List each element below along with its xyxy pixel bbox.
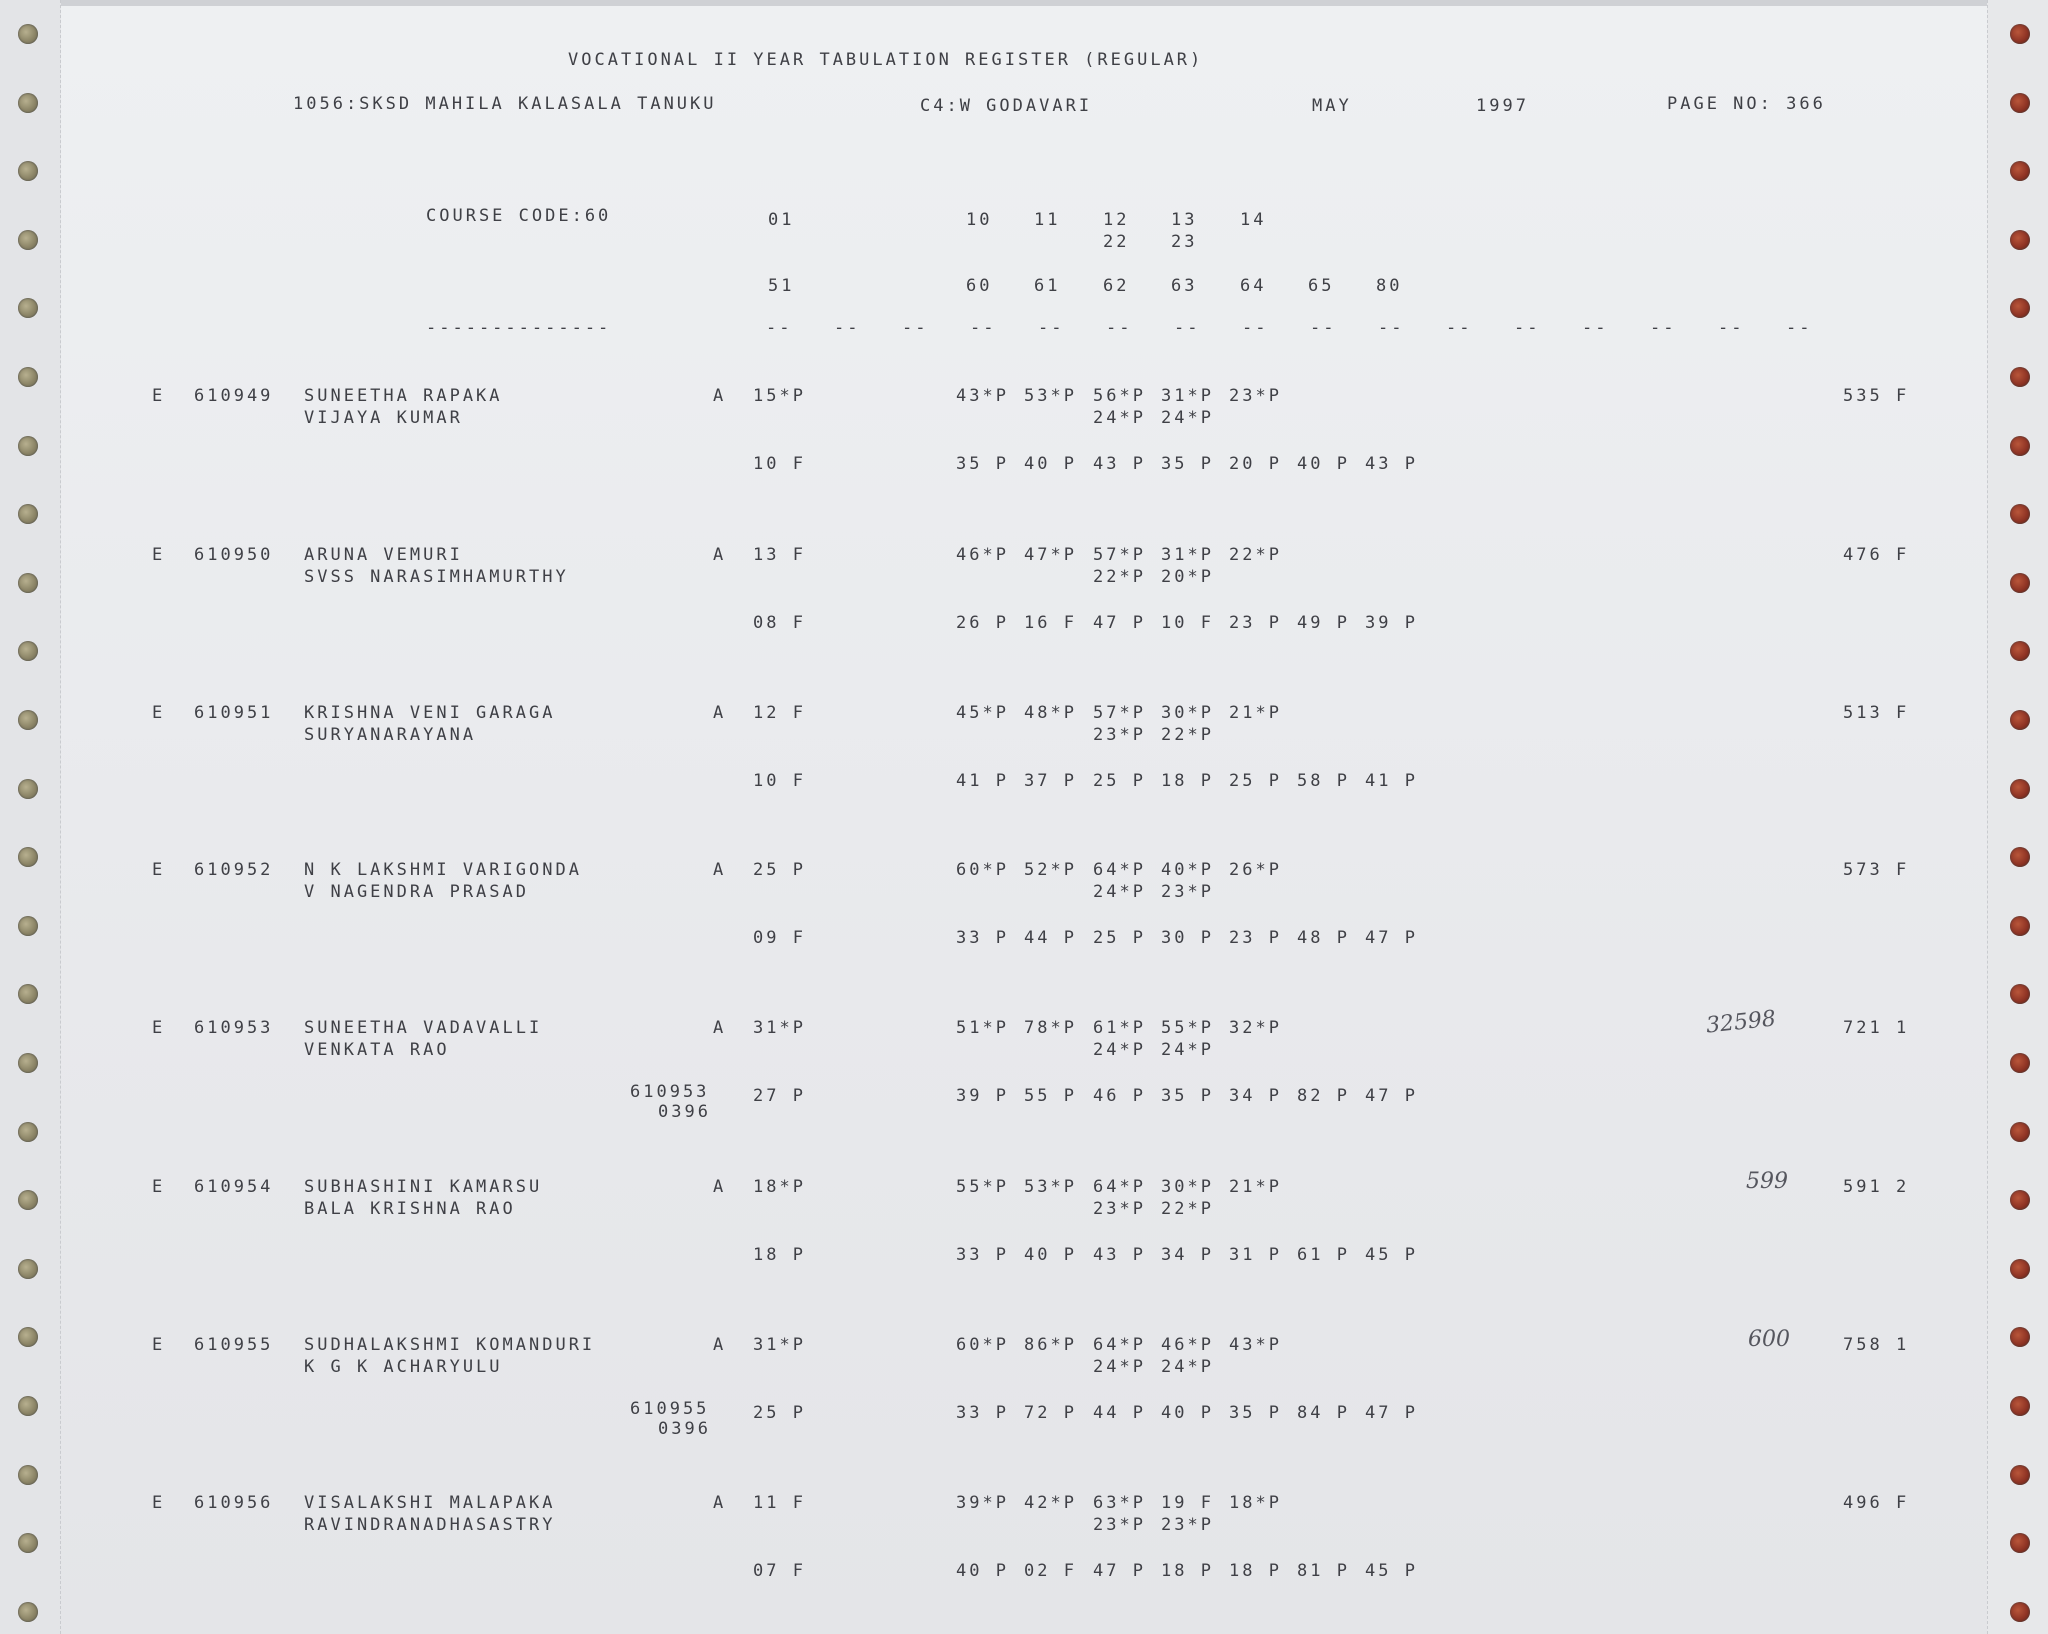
grand-total: 513 F: [1843, 703, 1910, 723]
mark-second-year: 55*P: [956, 1177, 1009, 1197]
mark-second-year: 30*P: [1161, 703, 1214, 723]
column-code: 10: [966, 210, 993, 230]
mark-first-year: 47 P: [1365, 1086, 1418, 1106]
father-name: SURYANARAYANA: [304, 725, 477, 745]
grade-code: A: [713, 1493, 727, 1513]
hall-ticket-number: 610955: [194, 1335, 274, 1355]
mark-second-year: 53*P: [1024, 1177, 1077, 1197]
mark-first-year: 31 P: [1229, 1245, 1282, 1265]
mark-first-year: 18 P: [1229, 1561, 1282, 1581]
mark-51: 27 P: [753, 1086, 806, 1106]
mark-second-year: 40*P: [1161, 860, 1214, 880]
sprocket-hole: [18, 367, 38, 387]
column-code: 01: [768, 210, 795, 230]
mark-second-year: 31*P: [1161, 545, 1214, 565]
register-title: VOCATIONAL II YEAR TABULATION REGISTER (REGULAR): [568, 50, 1204, 70]
mark-first-year: 35 P: [1161, 1086, 1214, 1106]
mark-first-year: 10 F: [1161, 613, 1214, 633]
hall-ticket-number: 610951: [194, 703, 274, 723]
sprocket-hole: [18, 1465, 38, 1485]
sprocket-hole: [2010, 1190, 2030, 1210]
mark-second-year: 21*P: [1229, 703, 1282, 723]
grade-code: A: [713, 703, 727, 723]
mark-second-year: 43*P: [1229, 1335, 1282, 1355]
mark-second-year: 63*P: [1093, 1493, 1146, 1513]
mark-01: 15*P: [753, 386, 806, 406]
mark-first-year: 47 P: [1093, 1561, 1146, 1581]
reference-number: 610953: [630, 1082, 710, 1102]
column-code: 65: [1308, 276, 1335, 296]
grade-code: A: [713, 545, 727, 565]
hall-ticket-number: 610953: [194, 1018, 274, 1038]
mark-second-year: 46*P: [956, 545, 1009, 565]
mark-second-year: 60*P: [956, 860, 1009, 880]
mark-second-year-part: 24*P: [1161, 408, 1214, 428]
column-code: 12: [1103, 210, 1130, 230]
mark-01: 18*P: [753, 1177, 806, 1197]
mark-first-year: 33 P: [956, 1245, 1009, 1265]
father-name: BALA KRISHNA RAO: [304, 1199, 516, 1219]
column-dash: --: [1514, 318, 1541, 338]
mark-first-year: 25 P: [1229, 771, 1282, 791]
mark-second-year: 78*P: [1024, 1018, 1077, 1038]
sprocket-hole: [18, 1396, 38, 1416]
mark-first-year: 41 P: [1365, 771, 1418, 791]
sprocket-hole: [2010, 984, 2030, 1004]
sprocket-hole: [2010, 1259, 2030, 1279]
mark-first-year: 43 P: [1093, 454, 1146, 474]
sprocket-hole: [2010, 1053, 2030, 1073]
mark-second-year-part: 22*P: [1161, 1199, 1214, 1219]
mark-first-year: 40 P: [1024, 1245, 1077, 1265]
mark-51: 08 F: [753, 613, 806, 633]
column-dash: --: [766, 318, 793, 338]
hall-ticket-number: 610950: [194, 545, 274, 565]
sprocket-hole: [2010, 641, 2030, 661]
mark-first-year: 45 P: [1365, 1245, 1418, 1265]
column-dash: --: [1650, 318, 1677, 338]
course-code: COURSE CODE:60: [426, 206, 612, 226]
exam-type: E: [152, 1493, 166, 1513]
mark-first-year: 72 P: [1024, 1403, 1077, 1423]
column-dash: --: [1446, 318, 1473, 338]
mark-second-year-part: 24*P: [1093, 1357, 1146, 1377]
mark-second-year: 18*P: [1229, 1493, 1282, 1513]
column-dash: --: [1378, 318, 1405, 338]
grand-total: 496 F: [1843, 1493, 1910, 1513]
father-name: SVSS NARASIMHAMURTHY: [304, 567, 569, 587]
student-name: N K LAKSHMI VARIGONDA: [304, 860, 582, 880]
column-code: 23: [1171, 232, 1198, 252]
column-dash: --: [1310, 318, 1337, 338]
sprocket-hole: [18, 436, 38, 456]
exam-year: 1997: [1476, 96, 1529, 116]
mark-second-year: 48*P: [1024, 703, 1077, 723]
exam-type: E: [152, 1335, 166, 1355]
mark-first-year: 58 P: [1297, 771, 1350, 791]
sprocket-hole: [2010, 161, 2030, 181]
sprocket-hole: [2010, 298, 2030, 318]
sprocket-hole: [18, 1602, 38, 1622]
mark-01: 13 F: [753, 545, 806, 565]
mark-51: 25 P: [753, 1403, 806, 1423]
column-code: 63: [1171, 276, 1198, 296]
mark-second-year: 45*P: [956, 703, 1009, 723]
grand-total: 476 F: [1843, 545, 1910, 565]
mark-second-year-part: 20*P: [1161, 567, 1214, 587]
mark-second-year: 57*P: [1093, 545, 1146, 565]
hall-ticket-number: 610954: [194, 1177, 274, 1197]
sprocket-hole: [18, 504, 38, 524]
father-name: V NAGENDRA PRASAD: [304, 882, 529, 902]
mark-second-year-part: 22*P: [1161, 725, 1214, 745]
mark-second-year: 43*P: [956, 386, 1009, 406]
district-name: C4:W GODAVARI: [920, 96, 1093, 116]
mark-second-year-part: 22*P: [1093, 567, 1146, 587]
mark-second-year: 23*P: [1229, 386, 1282, 406]
mark-second-year: 42*P: [1024, 1493, 1077, 1513]
mark-first-year: 34 P: [1161, 1245, 1214, 1265]
mark-second-year: 46*P: [1161, 1335, 1214, 1355]
mark-second-year: 56*P: [1093, 386, 1146, 406]
grade-code: A: [713, 1335, 727, 1355]
sprocket-hole: [18, 984, 38, 1004]
sprocket-hole: [18, 1190, 38, 1210]
exam-type: E: [152, 386, 166, 406]
mark-first-year: 35 P: [1161, 454, 1214, 474]
father-name: K G K ACHARYULU: [304, 1357, 503, 1377]
column-code: 60: [966, 276, 993, 296]
sprocket-hole: [18, 230, 38, 250]
mark-51: 10 F: [753, 771, 806, 791]
column-dash: --: [1106, 318, 1133, 338]
reference-number: 610955: [630, 1399, 710, 1419]
sprocket-hole: [2010, 916, 2030, 936]
mark-second-year: 61*P: [1093, 1018, 1146, 1038]
reference-code: 0396: [658, 1102, 711, 1122]
sprocket-hole: [18, 710, 38, 730]
column-dash: --: [1718, 318, 1745, 338]
student-name: ARUNA VEMURI: [304, 545, 463, 565]
mark-second-year: 32*P: [1229, 1018, 1282, 1038]
mark-second-year-part: 23*P: [1161, 882, 1214, 902]
mark-first-year: 44 P: [1093, 1403, 1146, 1423]
handwritten-note: 599: [1746, 1169, 1788, 1194]
column-code: 13: [1171, 210, 1198, 230]
sprocket-hole: [18, 1053, 38, 1073]
left-feed-strip: [0, 0, 61, 1634]
mark-first-year: 84 P: [1297, 1403, 1350, 1423]
hall-ticket-number: 610952: [194, 860, 274, 880]
column-code: 62: [1103, 276, 1130, 296]
column-code: 51: [768, 276, 795, 296]
mark-first-year: 45 P: [1365, 1561, 1418, 1581]
column-dash: --: [1786, 318, 1813, 338]
handwritten-note: 600: [1748, 1327, 1790, 1352]
mark-first-year: 26 P: [956, 613, 1009, 633]
mark-second-year: 26*P: [1229, 860, 1282, 880]
grade-code: A: [713, 860, 727, 880]
sprocket-hole: [18, 93, 38, 113]
mark-second-year: 86*P: [1024, 1335, 1077, 1355]
column-code: 11: [1034, 210, 1061, 230]
sprocket-hole: [2010, 1122, 2030, 1142]
mark-second-year: 22*P: [1229, 545, 1282, 565]
student-name: SUBHASHINI KAMARSU: [304, 1177, 543, 1197]
exam-type: E: [152, 860, 166, 880]
mark-first-year: 43 P: [1093, 1245, 1146, 1265]
mark-first-year: 33 P: [956, 1403, 1009, 1423]
grade-code: A: [713, 386, 727, 406]
mark-first-year: 81 P: [1297, 1561, 1350, 1581]
sprocket-hole: [18, 1259, 38, 1279]
sprocket-hole: [2010, 230, 2030, 250]
mark-51: 09 F: [753, 928, 806, 948]
mark-first-year: 35 P: [1229, 1403, 1282, 1423]
student-name: SUDHALAKSHMI KOMANDURI: [304, 1335, 596, 1355]
column-code: 14: [1240, 210, 1267, 230]
exam-type: E: [152, 1177, 166, 1197]
student-name: VISALAKSHI MALAPAKA: [304, 1493, 556, 1513]
mark-second-year: 60*P: [956, 1335, 1009, 1355]
student-name: KRISHNA VENI GARAGA: [304, 703, 556, 723]
grade-code: A: [713, 1177, 727, 1197]
sprocket-hole: [2010, 436, 2030, 456]
sprocket-hole: [2010, 1396, 2030, 1416]
sprocket-hole: [18, 1533, 38, 1553]
mark-first-year: 35 P: [956, 454, 1009, 474]
mark-51: 10 F: [753, 454, 806, 474]
mark-second-year: 47*P: [1024, 545, 1077, 565]
column-code: 80: [1376, 276, 1403, 296]
column-dash: --: [1582, 318, 1609, 338]
sprocket-hole: [18, 298, 38, 318]
mark-01: 25 P: [753, 860, 806, 880]
mark-first-year: 49 P: [1297, 613, 1350, 633]
sprocket-hole: [2010, 93, 2030, 113]
mark-first-year: 40 P: [1161, 1403, 1214, 1423]
mark-first-year: 47 P: [1093, 613, 1146, 633]
column-dash: --: [1242, 318, 1269, 338]
mark-second-year-part: 24*P: [1161, 1357, 1214, 1377]
mark-51: 07 F: [753, 1561, 806, 1581]
grade-code: A: [713, 1018, 727, 1038]
sheet-top-edge: [0, 0, 2048, 6]
hall-ticket-number: 610956: [194, 1493, 274, 1513]
exam-month: MAY: [1312, 96, 1352, 116]
column-dash: --: [1038, 318, 1065, 338]
mark-second-year-part: 24*P: [1093, 1040, 1146, 1060]
sprocket-hole: [2010, 24, 2030, 44]
column-code: 64: [1240, 276, 1267, 296]
right-feed-strip: [1987, 0, 2048, 1634]
grand-total: 535 F: [1843, 386, 1910, 406]
sprocket-hole: [2010, 710, 2030, 730]
sprocket-hole: [2010, 779, 2030, 799]
mark-second-year-part: 24*P: [1093, 882, 1146, 902]
mark-first-year: 23 P: [1229, 928, 1282, 948]
mark-first-year: 61 P: [1297, 1245, 1350, 1265]
mark-first-year: 16 F: [1024, 613, 1077, 633]
mark-01: 11 F: [753, 1493, 806, 1513]
exam-type: E: [152, 545, 166, 565]
mark-first-year: 25 P: [1093, 771, 1146, 791]
hall-ticket-number: 610949: [194, 386, 274, 406]
father-name: VENKATA RAO: [304, 1040, 450, 1060]
column-dash: --: [902, 318, 929, 338]
exam-type: E: [152, 703, 166, 723]
mark-second-year: 64*P: [1093, 1177, 1146, 1197]
mark-second-year-part: 24*P: [1093, 408, 1146, 428]
handwritten-note: 32598: [1704, 1006, 1778, 1039]
father-name: RAVINDRANADHASASTRY: [304, 1515, 556, 1535]
mark-second-year: 52*P: [1024, 860, 1077, 880]
grand-total: 591 2: [1843, 1177, 1910, 1197]
mark-second-year: 55*P: [1161, 1018, 1214, 1038]
sprocket-hole: [2010, 504, 2030, 524]
sprocket-hole: [18, 573, 38, 593]
sprocket-hole: [18, 916, 38, 936]
column-dash: --: [834, 318, 861, 338]
mark-second-year: 64*P: [1093, 1335, 1146, 1355]
mark-first-year: 40 P: [956, 1561, 1009, 1581]
sprocket-hole: [18, 1327, 38, 1347]
mark-01: 31*P: [753, 1018, 806, 1038]
sprocket-hole: [2010, 573, 2030, 593]
mark-first-year: 25 P: [1093, 928, 1146, 948]
mark-second-year-part: 24*P: [1161, 1040, 1214, 1060]
mark-first-year: 20 P: [1229, 454, 1282, 474]
mark-51: 18 P: [753, 1245, 806, 1265]
mark-first-year: 37 P: [1024, 771, 1077, 791]
mark-first-year: 46 P: [1093, 1086, 1146, 1106]
page-number: PAGE NO: 366: [1667, 94, 1826, 114]
mark-second-year-part: 23*P: [1093, 1199, 1146, 1219]
mark-01: 12 F: [753, 703, 806, 723]
mark-first-year: 47 P: [1365, 1403, 1418, 1423]
sprocket-hole: [2010, 847, 2030, 867]
sprocket-hole: [18, 24, 38, 44]
grand-total: 573 F: [1843, 860, 1910, 880]
mark-second-year: 57*P: [1093, 703, 1146, 723]
mark-first-year: 43 P: [1365, 454, 1418, 474]
mark-second-year: 64*P: [1093, 860, 1146, 880]
mark-second-year-part: 23*P: [1093, 725, 1146, 745]
column-code: 61: [1034, 276, 1061, 296]
mark-second-year: 21*P: [1229, 1177, 1282, 1197]
mark-first-year: 34 P: [1229, 1086, 1282, 1106]
mark-second-year: 19 F: [1161, 1493, 1214, 1513]
mark-first-year: 82 P: [1297, 1086, 1350, 1106]
sprocket-hole: [2010, 1602, 2030, 1622]
sprocket-hole: [2010, 1533, 2030, 1553]
mark-first-year: 39 P: [956, 1086, 1009, 1106]
sprocket-hole: [2010, 1465, 2030, 1485]
column-code: 22: [1103, 232, 1130, 252]
mark-first-year: 18 P: [1161, 771, 1214, 791]
mark-second-year: 30*P: [1161, 1177, 1214, 1197]
mark-second-year-part: 23*P: [1093, 1515, 1146, 1535]
reference-code: 0396: [658, 1419, 711, 1439]
mark-second-year: 39*P: [956, 1493, 1009, 1513]
mark-first-year: 30 P: [1161, 928, 1214, 948]
mark-second-year: 53*P: [1024, 386, 1077, 406]
college-name: 1056:SKSD MAHILA KALASALA TANUKU: [293, 94, 717, 114]
sprocket-hole: [18, 779, 38, 799]
sprocket-hole: [2010, 367, 2030, 387]
mark-first-year: 40 P: [1297, 454, 1350, 474]
mark-first-year: 02 F: [1024, 1561, 1077, 1581]
sprocket-hole: [18, 1122, 38, 1142]
sprocket-hole: [18, 641, 38, 661]
column-dash: --: [1174, 318, 1201, 338]
column-dash: --: [970, 318, 997, 338]
exam-type: E: [152, 1018, 166, 1038]
mark-first-year: 48 P: [1297, 928, 1350, 948]
column-underline: --------------: [426, 318, 612, 338]
sprocket-hole: [18, 161, 38, 181]
grand-total: 758 1: [1843, 1335, 1910, 1355]
mark-second-year: 31*P: [1161, 386, 1214, 406]
mark-first-year: 18 P: [1161, 1561, 1214, 1581]
mark-first-year: 40 P: [1024, 454, 1077, 474]
mark-second-year: 51*P: [956, 1018, 1009, 1038]
mark-01: 31*P: [753, 1335, 806, 1355]
father-name: VIJAYA KUMAR: [304, 408, 463, 428]
mark-first-year: 23 P: [1229, 613, 1282, 633]
mark-first-year: 39 P: [1365, 613, 1418, 633]
mark-first-year: 41 P: [956, 771, 1009, 791]
mark-first-year: 55 P: [1024, 1086, 1077, 1106]
mark-first-year: 44 P: [1024, 928, 1077, 948]
grand-total: 721 1: [1843, 1018, 1910, 1038]
mark-first-year: 33 P: [956, 928, 1009, 948]
student-name: SUNEETHA VADAVALLI: [304, 1018, 543, 1038]
mark-second-year-part: 23*P: [1161, 1515, 1214, 1535]
mark-first-year: 47 P: [1365, 928, 1418, 948]
sprocket-hole: [18, 847, 38, 867]
student-name: SUNEETHA RAPAKA: [304, 386, 503, 406]
sprocket-hole: [2010, 1327, 2030, 1347]
